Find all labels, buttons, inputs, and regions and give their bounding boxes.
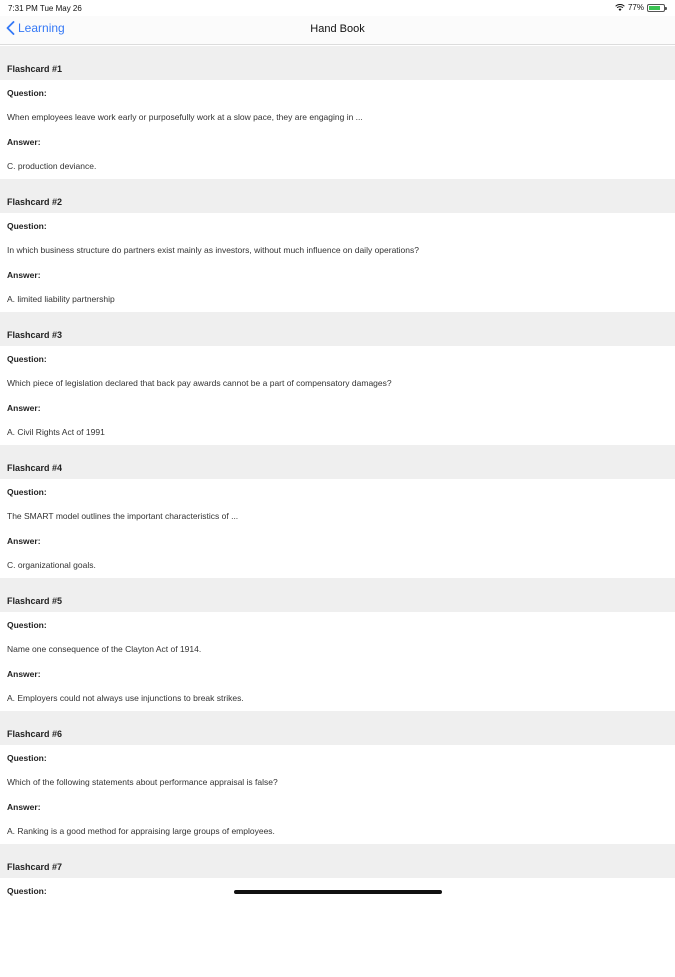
question-label: Question: xyxy=(7,88,47,98)
flashcard-header: Flashcard #4 xyxy=(0,445,675,479)
flashcard xyxy=(0,46,675,179)
flashcard xyxy=(0,312,675,445)
answer-label: Answer: xyxy=(7,669,41,679)
answer-label: Answer: xyxy=(7,270,41,280)
wifi-icon xyxy=(615,4,625,12)
battery-percent: 77% xyxy=(627,3,644,12)
flashcard-body xyxy=(0,612,675,711)
flashcard-body xyxy=(0,80,675,179)
answer-text: A. Ranking is a good method for appraising large groups of employees. xyxy=(7,826,275,836)
home-indicator xyxy=(234,890,442,894)
back-label: Learning xyxy=(18,21,65,35)
question-text: Which of the following statements about performance appraisal is false? xyxy=(7,777,278,787)
flashcard-body xyxy=(0,346,675,445)
question-label: Question: xyxy=(7,620,47,630)
flashcard xyxy=(0,179,675,312)
answer-label: Answer: xyxy=(7,536,41,546)
answer-text: C. production deviance. xyxy=(7,161,97,171)
flashcard xyxy=(0,711,675,844)
flashcard-header: Flashcard #1 xyxy=(0,46,675,80)
battery-fill xyxy=(649,6,660,10)
flashcard-header: Flashcard #6 xyxy=(0,711,675,745)
flashcard-header: Flashcard #3 xyxy=(0,312,675,346)
question-text: Which piece of legislation declared that back pay awards cannot be a part of compensatory damages? xyxy=(7,378,392,388)
question-label: Question: xyxy=(7,354,47,364)
question-label: Question: xyxy=(7,753,47,763)
answer-text: A. Civil Rights Act of 1991 xyxy=(7,427,105,437)
answer-label: Answer: xyxy=(7,802,41,812)
navigation-bar xyxy=(0,16,675,45)
flashcard-header: Flashcard #7 xyxy=(0,844,675,878)
answer-text: A. Employers could not always use injunctions to break strikes. xyxy=(7,693,244,703)
flashcard-body xyxy=(0,745,675,844)
answer-label: Answer: xyxy=(7,403,41,413)
question-label: Question: xyxy=(7,221,47,231)
status-bar xyxy=(0,0,675,16)
question-text: The SMART model outlines the important characteristics of ... xyxy=(7,511,239,521)
answer-text: A. limited liability partnership xyxy=(7,294,115,304)
answer-text: C. organizational goals. xyxy=(7,560,96,570)
battery-icon xyxy=(647,4,665,12)
question-text: In which business structure do partners exist mainly as investors, without much influence on daily operations? xyxy=(7,245,419,255)
status-time: 7:31 PM Tue May 26 xyxy=(8,4,82,13)
flashcard xyxy=(0,445,675,578)
question-text: When employees leave work early or purposefully work at a slow pace, they are engaging in ... xyxy=(7,112,363,122)
question-label: Question: xyxy=(7,886,47,896)
flashcard-body xyxy=(0,213,675,312)
flashcard xyxy=(0,578,675,711)
question-text: Name one consequence of the Clayton Act of 1914. xyxy=(7,644,202,654)
flashcard-header: Flashcard #2 xyxy=(0,179,675,213)
answer-label: Answer: xyxy=(7,137,41,147)
page-title: Hand Book xyxy=(310,23,365,35)
flashcard-body xyxy=(0,479,675,578)
question-label: Question: xyxy=(7,487,47,497)
status-right xyxy=(615,3,665,12)
flashcard-header: Flashcard #5 xyxy=(0,578,675,612)
flashcard xyxy=(0,844,675,977)
flashcard-list[interactable] xyxy=(0,46,675,977)
